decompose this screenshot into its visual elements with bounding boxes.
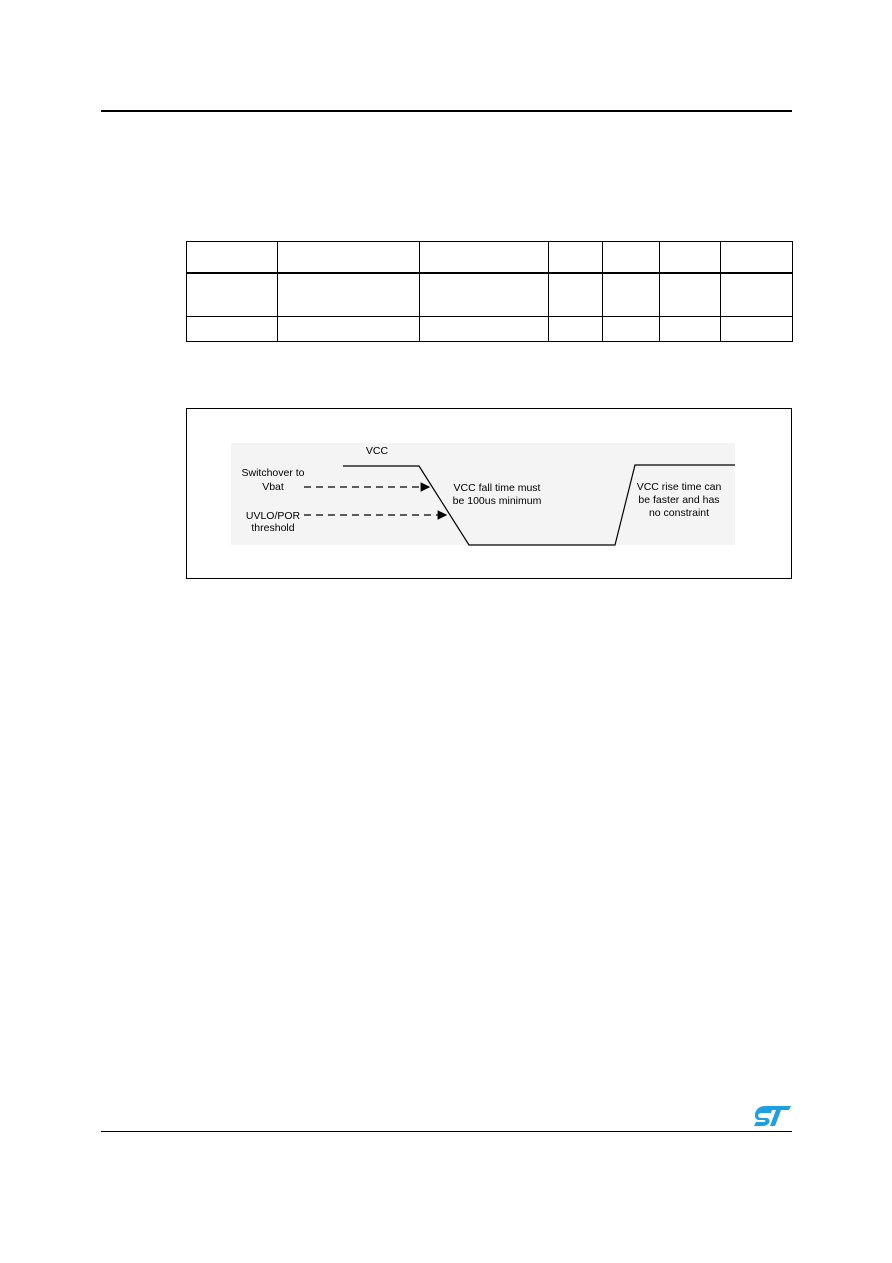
table-cell [721,317,793,342]
table-cell [603,317,660,342]
table-cell [278,273,420,317]
footer-rule [101,1131,792,1132]
fall-time-note-line2: be 100us minimum [452,495,542,507]
switchover-label-line2: Vbat [262,481,284,493]
header-rule [101,110,792,112]
table-cell [420,317,549,342]
table-cell [549,273,603,317]
table-cell [420,242,549,274]
switchover-label-line1: Switchover to [241,467,305,479]
table-cell [187,242,278,274]
uvlo-label-line1: UVLO/POR [245,510,301,522]
table-cell [721,242,793,274]
table-cell [278,317,420,342]
table-cell [603,273,660,317]
table-cell [549,317,603,342]
table-cell [660,242,721,274]
table-cell [721,273,793,317]
table-row [187,273,793,317]
table-cell [420,273,549,317]
st-logo-icon [753,1104,793,1128]
vcc-label: VCC [365,445,389,457]
table-header-row [187,242,793,274]
table-cell [187,317,278,342]
vcc-timing-figure [186,408,792,579]
table-cell [278,242,420,274]
table-row [187,317,793,342]
table-cell [549,242,603,274]
table-cell [660,273,721,317]
rise-time-note-line1: VCC rise time can [636,481,722,493]
table-cell [660,317,721,342]
rise-time-note-line3: no constraint [648,507,710,519]
spec-table [186,241,793,342]
rise-time-note-line2: be faster and has [638,494,720,506]
table-cell [187,273,278,317]
table-cell [603,242,660,274]
uvlo-label-line2: threshold [251,522,295,534]
fall-time-note-line1: VCC fall time must [453,482,541,494]
vcc-timing-diagram [187,409,791,578]
st-logo [753,1104,793,1128]
